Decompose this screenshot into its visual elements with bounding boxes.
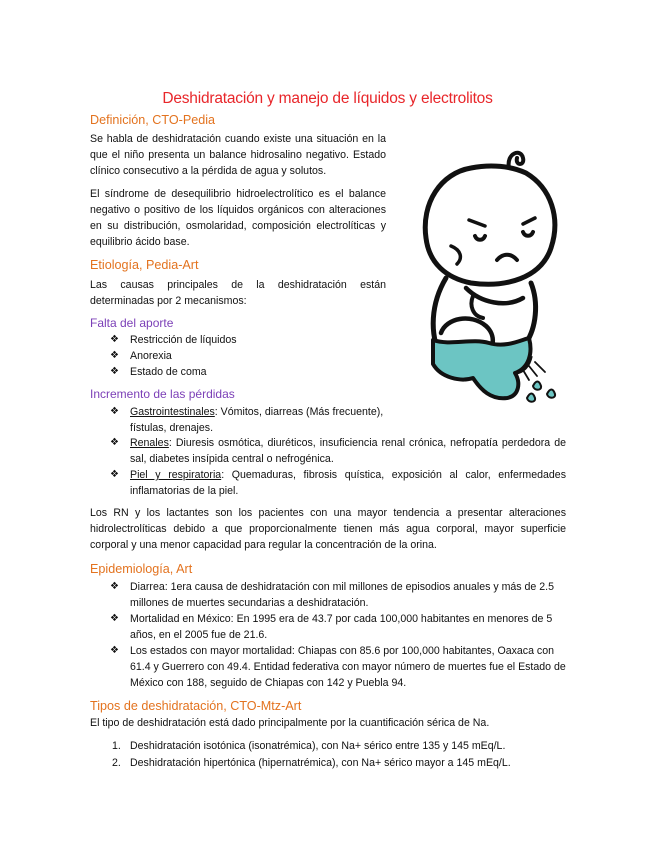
list-item: ❖ Gastrointestinales: Vómitos, diarreas (Más frecuente), fístulas, drenajes. [110,406,384,434]
paragraph-definicion-2: El síndrome de desequilibrio hidroelectrolítico es el balance negativo o positivo de los líquidos orgánicos con alteraciones en su distribución, osmolaridad, composición electrolíticas y equilibrio ácido base. [90,188,386,248]
list-number: 1. [112,740,121,752]
heading-etiologia: Etiología, Pedia-Art [90,258,199,272]
list-item: ❖ Piel y respiratoria: Quemaduras, fibrosis quística, exposición al calor, enfermedades inflamatorias de la piel. [110,469,566,497]
list-item: ❖ Restricción de líquidos [110,334,237,346]
heading-tipos: Tipos de deshidratación, CTO-Mtz-Art [90,699,302,713]
document-title: Deshidratación y manejo de líquidos y electrolitos [162,90,493,107]
list-item: ❖ Los estados con mayor mortalidad: Chiapas con 85.6 por 100,000 habitantes, Oaxaca con 61.4 y Guerrero con 49.4. Entidad federativa con mayor número de muertes fue el Estado de México con 188, seguido de Chiapas con 142 y Puebla 94. [110,645,566,689]
paragraph-etiologia-closing: Los RN y los lactantes son los pacientes con una mayor tendencia a presentar alteraciones hidrolectrolíticas debido a que proporcionalmente tienen más agua corporal, mayor superficie corporal y una menor capacidad para regular la concentración de la orina. [90,507,566,551]
diamond-bullet-icon: ❖ [110,350,119,361]
list-item: ❖ Renales: Diuresis osmótica, diuréticos, insuficiencia renal crónica, nefropatía perdedora de sal, diabetes insípida central o nefrogénica. [110,437,566,465]
list-item: ❖ Anorexia [110,350,172,362]
dehydrated-baby-illustration [411,128,569,413]
list-item: ❖ Estado de coma [110,366,207,378]
heading-epidemiologia: Epidemiología, Art [90,562,193,576]
list-number: 2. [112,757,121,769]
diamond-bullet-icon: ❖ [110,406,119,417]
list-item: Deshidratación hipertónica (hipernatrémica), con Na+ sérico mayor a 145 mEq/L. [130,757,511,769]
diamond-bullet-icon: ❖ [110,334,119,345]
list-item: ❖ Diarrea: 1era causa de deshidratación con mil millones de episodios anuales y más de 2.5 millones de muertes secundarias a deshidratación. [110,581,554,609]
heading-definicion: Definición, CTO-Pedia [90,113,216,127]
paragraph-tipos-intro: El tipo de deshidratación está dado principalmente por la cuantificación sérica de Na. [90,717,490,729]
diamond-bullet-icon: ❖ [110,437,119,448]
paragraph-definicion-1: Se habla de deshidratación cuando existe una situación en la que el niño presenta un balance hidrosalino negativo. Estado clínico consecutivo a la pérdida de agua y solutos. [90,133,386,177]
diamond-bullet-icon: ❖ [110,581,119,592]
list-item: ❖ Mortalidad en México: En 1995 era de 43.7 por cada 100,000 habitantes en menores de 5 años, en el 2005 fue de 21.6. [110,613,553,641]
diamond-bullet-icon: ❖ [110,366,119,377]
diamond-bullet-icon: ❖ [110,613,119,624]
diamond-bullet-icon: ❖ [110,645,119,656]
subheading-incremento-perdidas: Incremento de las pérdidas [90,387,235,401]
diamond-bullet-icon: ❖ [110,469,119,480]
paragraph-etiologia-intro: Las causas principales de la deshidratación están determinadas por 2 mecanismos: [90,279,386,307]
list-item: Deshidratación isotónica (isonatrémica), con Na+ sérico entre 135 y 145 mEq/L. [130,740,506,752]
subheading-falta-aporte: Falta del aporte [90,316,174,330]
